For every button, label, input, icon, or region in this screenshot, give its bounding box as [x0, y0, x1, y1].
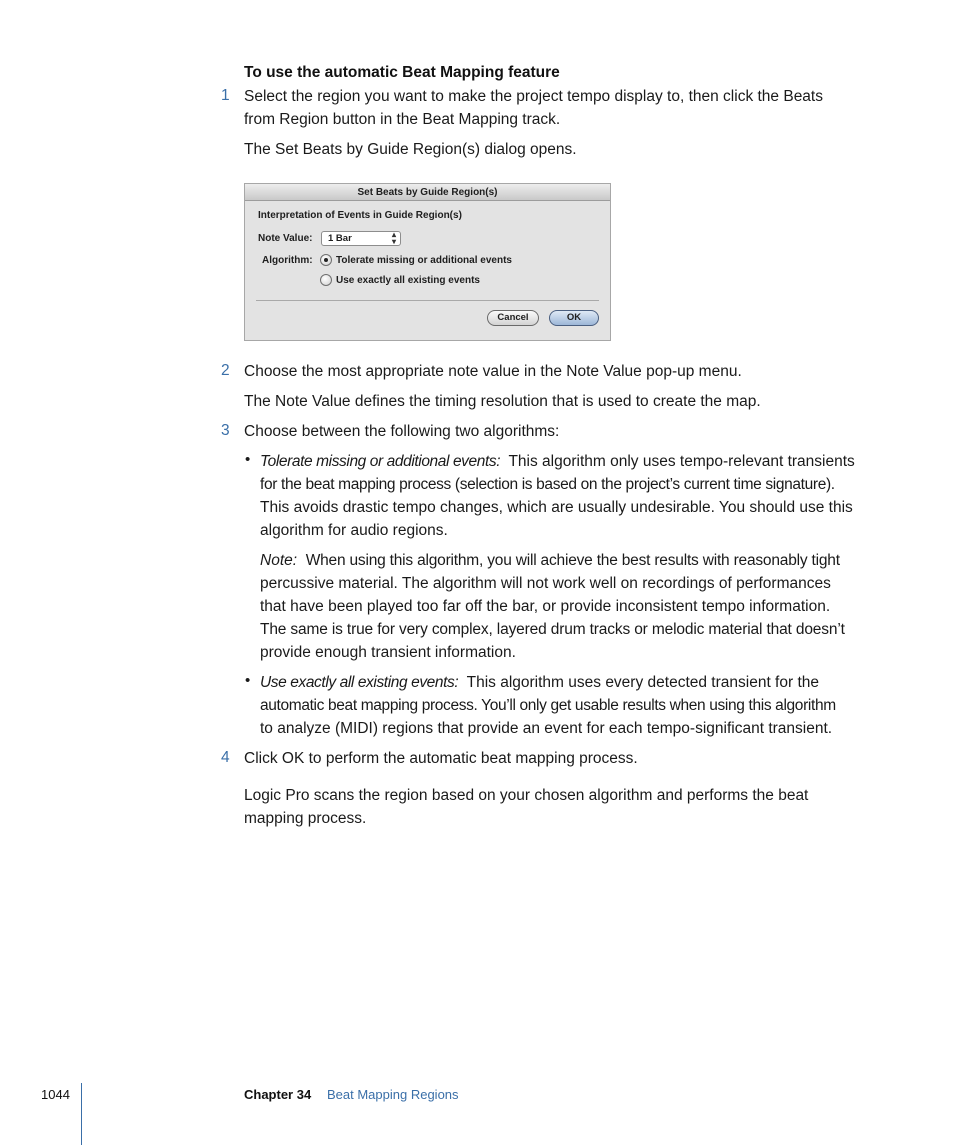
step-text	[244, 85, 823, 131]
step-text: Choose the most appropriate note value in the Note Value pop-up menu.	[244, 363, 742, 380]
step-result: The Note Value defines the timing resolution that is used to create the map.	[244, 393, 761, 410]
text-line: Select the region you want to make the project tempo display to, then click the Beats	[244, 88, 823, 105]
text-line	[260, 549, 845, 572]
updown-arrows-icon: ▴ ▾	[391, 230, 396, 246]
step-text: Click OK to perform the automatic beat mapping process.	[244, 750, 638, 767]
note-value-label: Note Value:	[258, 233, 313, 244]
footer-rule	[81, 1083, 82, 1145]
set-beats-dialog	[244, 183, 611, 341]
step-number: 4	[221, 749, 230, 766]
bullet-lead: Use exactly all existing events:	[260, 674, 459, 691]
text-line: The same is true for very complex, layered drum tracks or melodic material that doesn’t	[260, 621, 845, 638]
text-span: When using this algorithm, you will achieve the best results with reasonably tight	[305, 552, 840, 569]
cancel-button[interactable]: Cancel	[487, 310, 539, 326]
step-result: The Set Beats by Guide Region(s) dialog opens.	[244, 141, 577, 158]
page-number: 1044	[41, 1087, 70, 1102]
text-line: algorithm for audio regions.	[260, 522, 448, 539]
bullet-text	[260, 671, 836, 740]
text-line: that have been played too far off the bar, or provide inconsistent tempo information.	[260, 598, 831, 615]
text-line: for the beat mapping process (selection is based on the project’s current time signature).	[260, 476, 835, 493]
note-block	[260, 549, 845, 664]
radio-tolerate[interactable]	[320, 254, 332, 266]
text-line: to analyze (MIDI) regions that provide an event for each tempo-significant transient.	[260, 720, 833, 737]
bullet-marker: •	[245, 451, 251, 468]
bullet-marker: •	[245, 672, 251, 689]
step-number: 1	[221, 87, 230, 104]
dialog-section-label: Interpretation of Events in Guide Region(s)	[258, 210, 462, 221]
text-line: mapping process.	[244, 810, 367, 827]
note-value-select[interactable]	[321, 231, 401, 246]
text-line: automatic beat mapping process. You’ll only get usable results when using this algorithm	[260, 697, 836, 714]
bullet-lead: Tolerate missing or additional events:	[260, 453, 501, 470]
dialog-separator	[256, 300, 599, 301]
note-value-selected: 1 Bar	[328, 233, 352, 244]
text-span: This algorithm uses every detected transient for the	[466, 674, 819, 691]
text-line	[260, 671, 836, 694]
text-span: This algorithm only uses tempo-relevant transients	[508, 453, 855, 470]
note-lead: Note:	[260, 552, 298, 569]
radio-exact[interactable]	[320, 274, 332, 286]
bullet-text	[260, 450, 855, 542]
algorithm-label: Algorithm:	[262, 255, 313, 266]
text-line: from Region button in the Beat Mapping track.	[244, 111, 561, 128]
ok-button[interactable]: OK	[549, 310, 599, 326]
step-text: Choose between the following two algorithms:	[244, 423, 560, 440]
step-number: 2	[221, 362, 230, 379]
step-number: 3	[221, 422, 230, 439]
closing-paragraph	[244, 784, 808, 830]
option-exact-label[interactable]: Use exactly all existing events	[336, 275, 480, 286]
option-tolerate-label[interactable]: Tolerate missing or additional events	[336, 255, 512, 266]
text-line: percussive material. The algorithm will not work well on recordings of performances	[260, 575, 831, 592]
text-line: This avoids drastic tempo changes, which are usually undesirable. You should use this	[260, 499, 853, 516]
dialog-title: Set Beats by Guide Region(s)	[245, 184, 610, 201]
text-line	[260, 450, 855, 473]
chapter-title: Beat Mapping Regions	[327, 1087, 459, 1102]
chapter-label: Chapter 34	[244, 1087, 312, 1102]
text-line: provide enough transient information.	[260, 644, 516, 661]
procedure-heading: To use the automatic Beat Mapping feature	[244, 64, 560, 81]
text-line: Logic Pro scans the region based on your chosen algorithm and performs the beat	[244, 787, 809, 804]
